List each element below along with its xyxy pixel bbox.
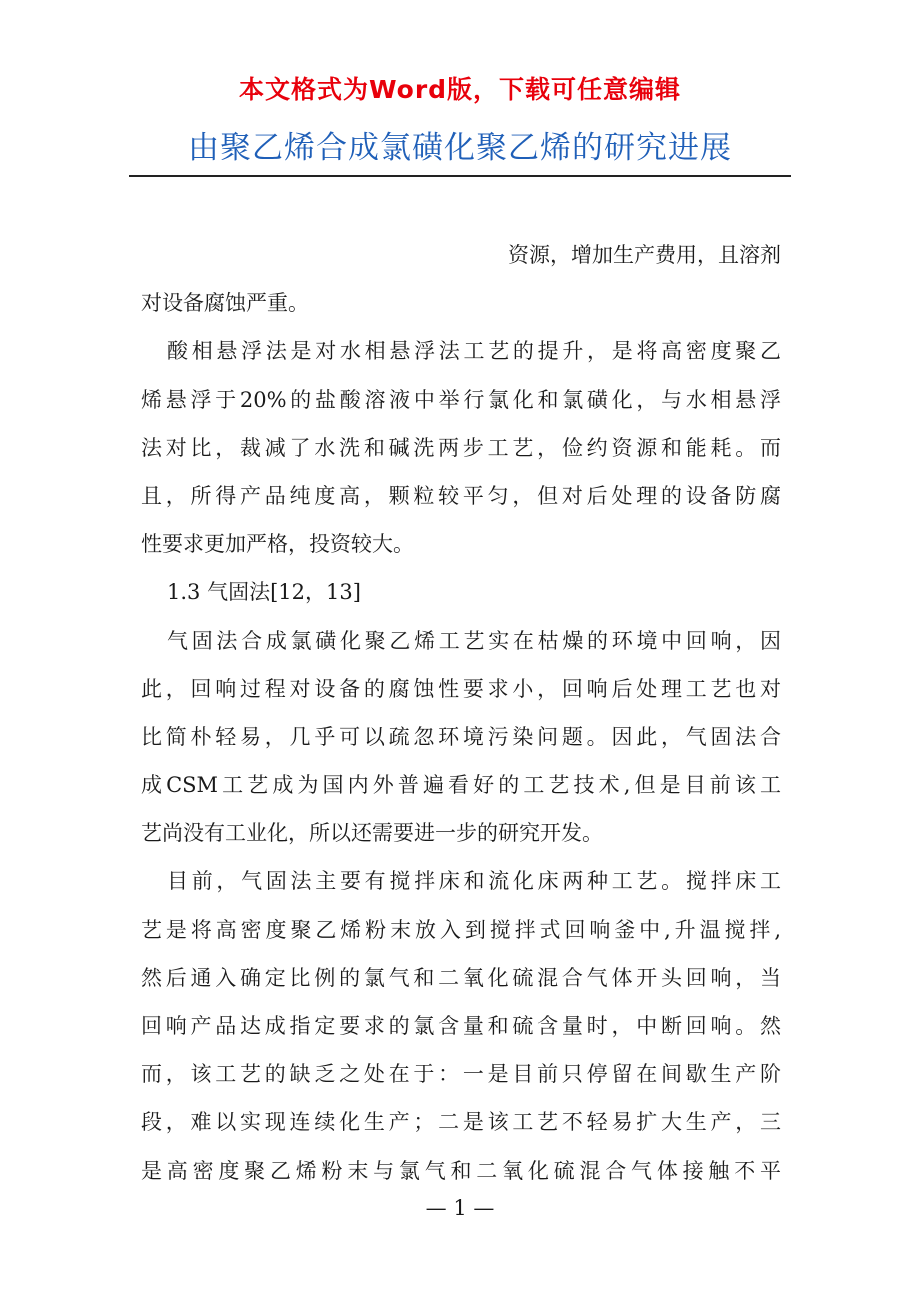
page-number: — 1 — bbox=[425, 1196, 495, 1220]
section-heading: 1.3 气固法[12，13] bbox=[167, 580, 361, 605]
text-line: 成CSM工艺成为国内外普遍看好的工艺技术,但是目前该工 bbox=[141, 773, 781, 798]
text-line: 艺尚没有工业化，所以还需要进一步的研究开发。 bbox=[141, 821, 603, 846]
title-divider bbox=[129, 175, 791, 177]
text-line: 而，该工艺的缺乏之处在于：一是目前只停留在间歇生产阶 bbox=[141, 1062, 781, 1087]
document-title: 由聚乙烯合成氯磺化聚乙烯的研究进展 bbox=[188, 130, 732, 166]
text-line: 法对比，裁减了水洗和碱洗两步工艺，俭约资源和能耗。而 bbox=[141, 435, 781, 460]
text-line: 此，回响过程对设备的腐蚀性要求小，回响后处理工艺也对 bbox=[141, 676, 781, 701]
text-line: 资源，增加生产费用，且溶剂 bbox=[508, 243, 781, 267]
text-line: 性要求更加严格，投资较大。 bbox=[141, 532, 414, 557]
text-line: 艺是将高密度聚乙烯粉末放入到搅拌式回响釜中,升温搅拌, bbox=[141, 917, 781, 942]
text-line: 然后通入确定比例的氯气和二氧化硫混合气体开头回响，当 bbox=[141, 965, 781, 990]
text-line: 气固法合成氯磺化聚乙烯工艺实在枯燥的环境中回响，因 bbox=[167, 628, 781, 653]
text-line: 且，所得产品纯度高，颗粒较平匀，但对后处理的设备防腐 bbox=[141, 483, 781, 508]
text-line: 对设备腐蚀严重。 bbox=[141, 291, 309, 316]
text-line: 比简朴轻易，几乎可以疏忽环境污染问题。因此，气固法合 bbox=[141, 724, 781, 749]
text-line: 目前，气固法主要有搅拌床和流化床两种工艺。搅拌床工 bbox=[167, 869, 781, 894]
text-line: 回响产品达成指定要求的氯含量和硫含量时，中断回响。然 bbox=[141, 1014, 781, 1038]
text-line: 酸相悬浮法是对水相悬浮法工艺的提升，是将高密度聚乙 bbox=[167, 339, 781, 364]
document-body bbox=[141, 231, 781, 1195]
download-notice: 本文格式为Word版，下载可任意编辑 bbox=[238, 75, 682, 104]
text-line: 是高密度聚乙烯粉末与氯气和二氧化硫混合气体接触不平 bbox=[141, 1158, 781, 1183]
text-line: 烯悬浮于20%的盐酸溶液中举行氯化和氯磺化，与水相悬浮 bbox=[141, 387, 781, 412]
text-line: 段，难以实现连续化生产；二是该工艺不轻易扩大生产，三 bbox=[141, 1110, 781, 1135]
